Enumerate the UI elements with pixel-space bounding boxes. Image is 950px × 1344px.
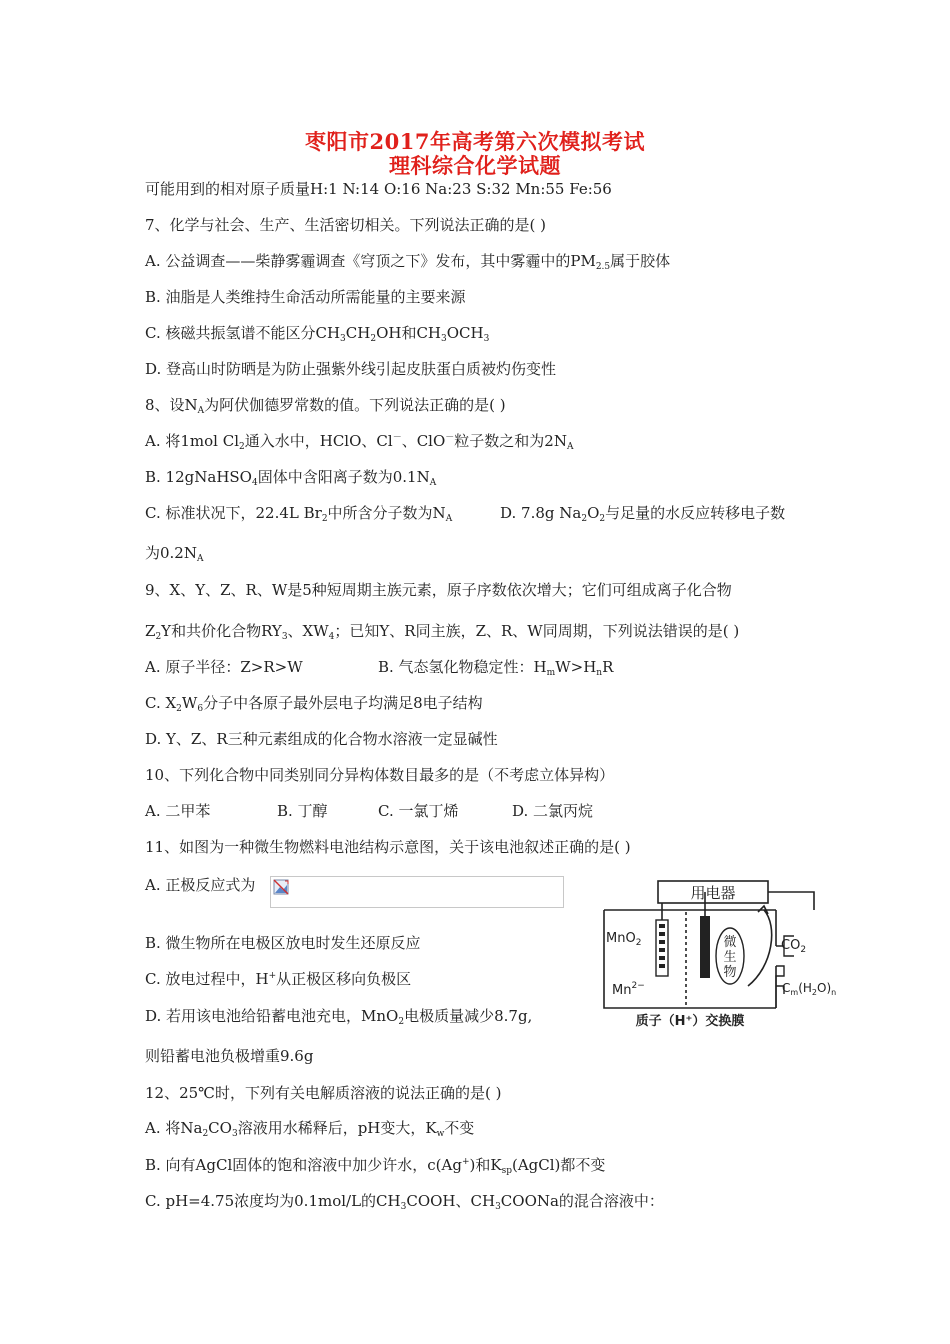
subscript: w xyxy=(436,1129,445,1139)
q12-stem: 12、25℃时，下列有关电解质溶液的说法正确的是( ) xyxy=(145,1084,502,1102)
subscript: 2 xyxy=(176,704,182,714)
subscript: A xyxy=(197,406,205,416)
text: 分子中各原子最外层电子均满足8电子结构 xyxy=(203,694,483,712)
subscript: 2 xyxy=(800,945,807,955)
q9-option-b xyxy=(378,656,613,678)
subscript: 2.5 xyxy=(595,262,611,272)
text: B. 12gNaHSO xyxy=(145,468,252,486)
text: W xyxy=(181,694,198,712)
q8-option-d-continued xyxy=(145,542,203,564)
text: MnO xyxy=(606,931,636,946)
text: 为阿伏伽德罗常数的值。下列说法正确的是( ) xyxy=(204,396,506,414)
mno2-label xyxy=(606,931,641,948)
q11-option-a: A. 正极反应式为 xyxy=(145,876,256,894)
q9-stem: 9、X、Y、Z、R、W是5种短周期主族元素，原子序数依次增大；它们可组成离子化合物 xyxy=(145,581,732,599)
superscript: + xyxy=(461,1157,470,1167)
superscript: － xyxy=(445,433,455,443)
subscript: 3 xyxy=(441,334,447,344)
subscript: n xyxy=(831,988,837,997)
text: 粒子数之和为2N xyxy=(454,432,567,450)
microbe-label-2: 生 xyxy=(723,950,737,965)
subscript: 2 xyxy=(581,514,588,524)
text: B. 气态氢化物稳定性：H xyxy=(378,658,547,676)
q7-option-b: B. 油脂是人类维持生命活动所需能量的主要来源 xyxy=(145,288,466,306)
membrane-label: 质子（H⁺）交换膜 xyxy=(635,1014,745,1028)
q8-stem xyxy=(145,394,506,416)
mn2-label xyxy=(612,981,645,998)
text: 8、设N xyxy=(145,396,198,414)
subscript: 3 xyxy=(340,334,346,344)
co2-label xyxy=(781,938,806,955)
text: B. 向有AgCl固体的饱和溶液中加少许水，c(Ag xyxy=(145,1156,462,1174)
text: 不变 xyxy=(444,1119,475,1137)
text: C xyxy=(782,981,791,995)
text: W>H xyxy=(555,658,597,676)
text: )和K xyxy=(469,1156,502,1174)
cmh2on-label xyxy=(782,981,836,997)
text: C. 标准状况下，22.4L Br xyxy=(145,504,322,522)
text: CO xyxy=(208,1119,232,1137)
q10-option-a: A. 二甲苯 xyxy=(145,802,211,820)
subscript: 2 xyxy=(202,1129,209,1139)
subscript: 2 xyxy=(811,988,817,997)
text: C. 放电过程中，H xyxy=(145,970,269,988)
subscript: n xyxy=(596,668,603,678)
subscript: m xyxy=(790,988,799,997)
q10-option-b: B. 丁醇 xyxy=(277,802,328,820)
text: 、ClO xyxy=(401,432,446,450)
text: Y和共价化合物RY xyxy=(161,622,282,640)
q8-option-c xyxy=(145,502,452,524)
subscript: A xyxy=(566,442,574,452)
text: 属于胶体 xyxy=(610,252,671,270)
text: Mn xyxy=(612,983,632,998)
text: 、XW xyxy=(287,622,329,640)
text: A. 将1mol Cl xyxy=(145,432,240,450)
q9-option-a: A. 原子半径：Z>R>W xyxy=(145,658,303,676)
text: ；已知Y、R同主族，Z、R、W同周期，下列说法错误的是( ) xyxy=(334,622,740,640)
text: (AgCl)都不变 xyxy=(511,1156,606,1174)
subscript: 4 xyxy=(328,632,335,642)
subscript: m xyxy=(546,668,556,678)
q10-option-d: D. 二氯丙烷 xyxy=(512,802,594,820)
text: 电极质量减少8.7g, xyxy=(404,1007,533,1025)
wire-right xyxy=(768,892,814,910)
exam-title: 枣阳市2017年高考第六次模拟考试 xyxy=(305,129,645,154)
subscript: 2 xyxy=(239,442,245,452)
text: CO xyxy=(781,938,801,953)
text: 为0.2N xyxy=(145,544,197,562)
q9-stem-continued xyxy=(145,620,739,642)
flow-arrow xyxy=(748,910,772,986)
subscript: 2 xyxy=(635,938,642,948)
subscript: A xyxy=(445,514,453,524)
fuel-cell-diagram xyxy=(598,876,858,1028)
exam-subtitle: 理科综合化学试题 xyxy=(389,153,561,178)
text: Z xyxy=(145,622,156,640)
superscript: 2− xyxy=(631,981,645,991)
text: 从正极区移向负极区 xyxy=(276,970,412,988)
text: A. 将Na xyxy=(145,1119,203,1137)
q9-option-d: D. Y、Z、R三种元素组成的化合物水溶液一定显碱性 xyxy=(145,730,498,748)
subscript: 3 xyxy=(281,632,288,642)
q7-option-d: D. 登高山时防晒是为防止强紫外线引起皮肤蛋白质被灼伤变性 xyxy=(145,360,557,378)
q11-option-d-continued: 则铅蓄电池负极增重9.6g xyxy=(145,1047,314,1065)
anode-electrode xyxy=(700,916,710,978)
subscript: 2 xyxy=(321,514,328,524)
subscript: 2 xyxy=(155,632,162,642)
q12-option-a xyxy=(145,1117,474,1139)
microbe-label-3: 物 xyxy=(723,965,737,980)
q9-option-c xyxy=(145,692,483,714)
q12-option-b xyxy=(145,1154,605,1176)
subscript: A xyxy=(196,554,204,564)
q11-option-b: B. 微生物所在电极区放电时发生还原反应 xyxy=(145,934,421,952)
subscript: 3 xyxy=(400,1202,407,1212)
formula-image-placeholder xyxy=(270,876,564,908)
subscript: 2 xyxy=(599,514,606,524)
superscript: + xyxy=(268,971,277,981)
text: OCH xyxy=(446,324,484,342)
subscript: 3 xyxy=(495,1202,501,1212)
subscript: 2 xyxy=(370,334,377,344)
atomic-masses: 可能用到的相对原子质量H:1 N:14 O:16 Na:23 S:32 Mn:55 Fe:56 xyxy=(145,180,612,198)
q10-stem: 10、下列化合物中同类别同分异构体数目最多的是（不考虑立体异构） xyxy=(145,766,615,784)
text: 固体中含阳离子数为0.1N xyxy=(257,468,430,486)
text: D. 7.8g Na xyxy=(500,504,582,522)
microbe-label-1: 微 xyxy=(723,935,737,950)
q12-option-c xyxy=(145,1190,664,1212)
q10-option-c: C. 一氯丁烯 xyxy=(378,802,459,820)
text: C. X xyxy=(145,694,177,712)
subscript: 2 xyxy=(398,1017,405,1027)
text: A. 公益调查——柴静雾霾调查《穹顶之下》发布，其中雾霾中的PM xyxy=(145,252,596,270)
subscript: 3 xyxy=(231,1129,238,1139)
text: 溶液用水稀释后，pH变大，K xyxy=(237,1119,437,1137)
q8-option-a xyxy=(145,430,573,452)
q8-option-b xyxy=(145,466,436,488)
subscript: 3 xyxy=(483,334,490,344)
text: 与足量的水反应转移电子数 xyxy=(605,504,786,522)
text: C. pH=4.75浓度均为0.1mol/L的CH xyxy=(145,1192,401,1210)
broken-image-icon xyxy=(273,879,289,895)
q8-option-d xyxy=(500,502,785,524)
text: CH xyxy=(345,324,371,342)
subscript: A xyxy=(429,478,437,488)
text: (H xyxy=(798,981,812,995)
text: D. 若用该电池给铅蓄电池充电，MnO xyxy=(145,1007,399,1025)
q11-option-c xyxy=(145,968,411,989)
q7-option-c xyxy=(145,322,489,344)
q7-stem: 7、化学与社会、生产、生活密切相关。下列说法正确的是( ) xyxy=(145,216,547,234)
q11-stem: 11、如图为一种微生物燃料电池结构示意图，关于该电池叙述正确的是( ) xyxy=(145,838,631,856)
text: COONa的混合溶液中： xyxy=(500,1192,664,1210)
subscript: sp xyxy=(501,1166,512,1176)
subscript: 6 xyxy=(197,704,204,714)
text: O xyxy=(587,504,600,522)
text: COOH、CH xyxy=(406,1192,496,1210)
device-label: 用电器 xyxy=(690,884,736,902)
text: O) xyxy=(817,981,832,995)
text: 中所含分子数为N xyxy=(327,504,446,522)
text: 通入水中，HClO、Cl xyxy=(244,432,393,450)
text: R xyxy=(602,658,614,676)
text: C. 核磁共振氢谱不能区分CH xyxy=(145,324,341,342)
superscript: － xyxy=(392,433,402,443)
text: OH和CH xyxy=(376,324,442,342)
q11-option-d xyxy=(145,1005,532,1027)
q7-option-a xyxy=(145,250,670,272)
subscript: 4 xyxy=(251,478,258,488)
